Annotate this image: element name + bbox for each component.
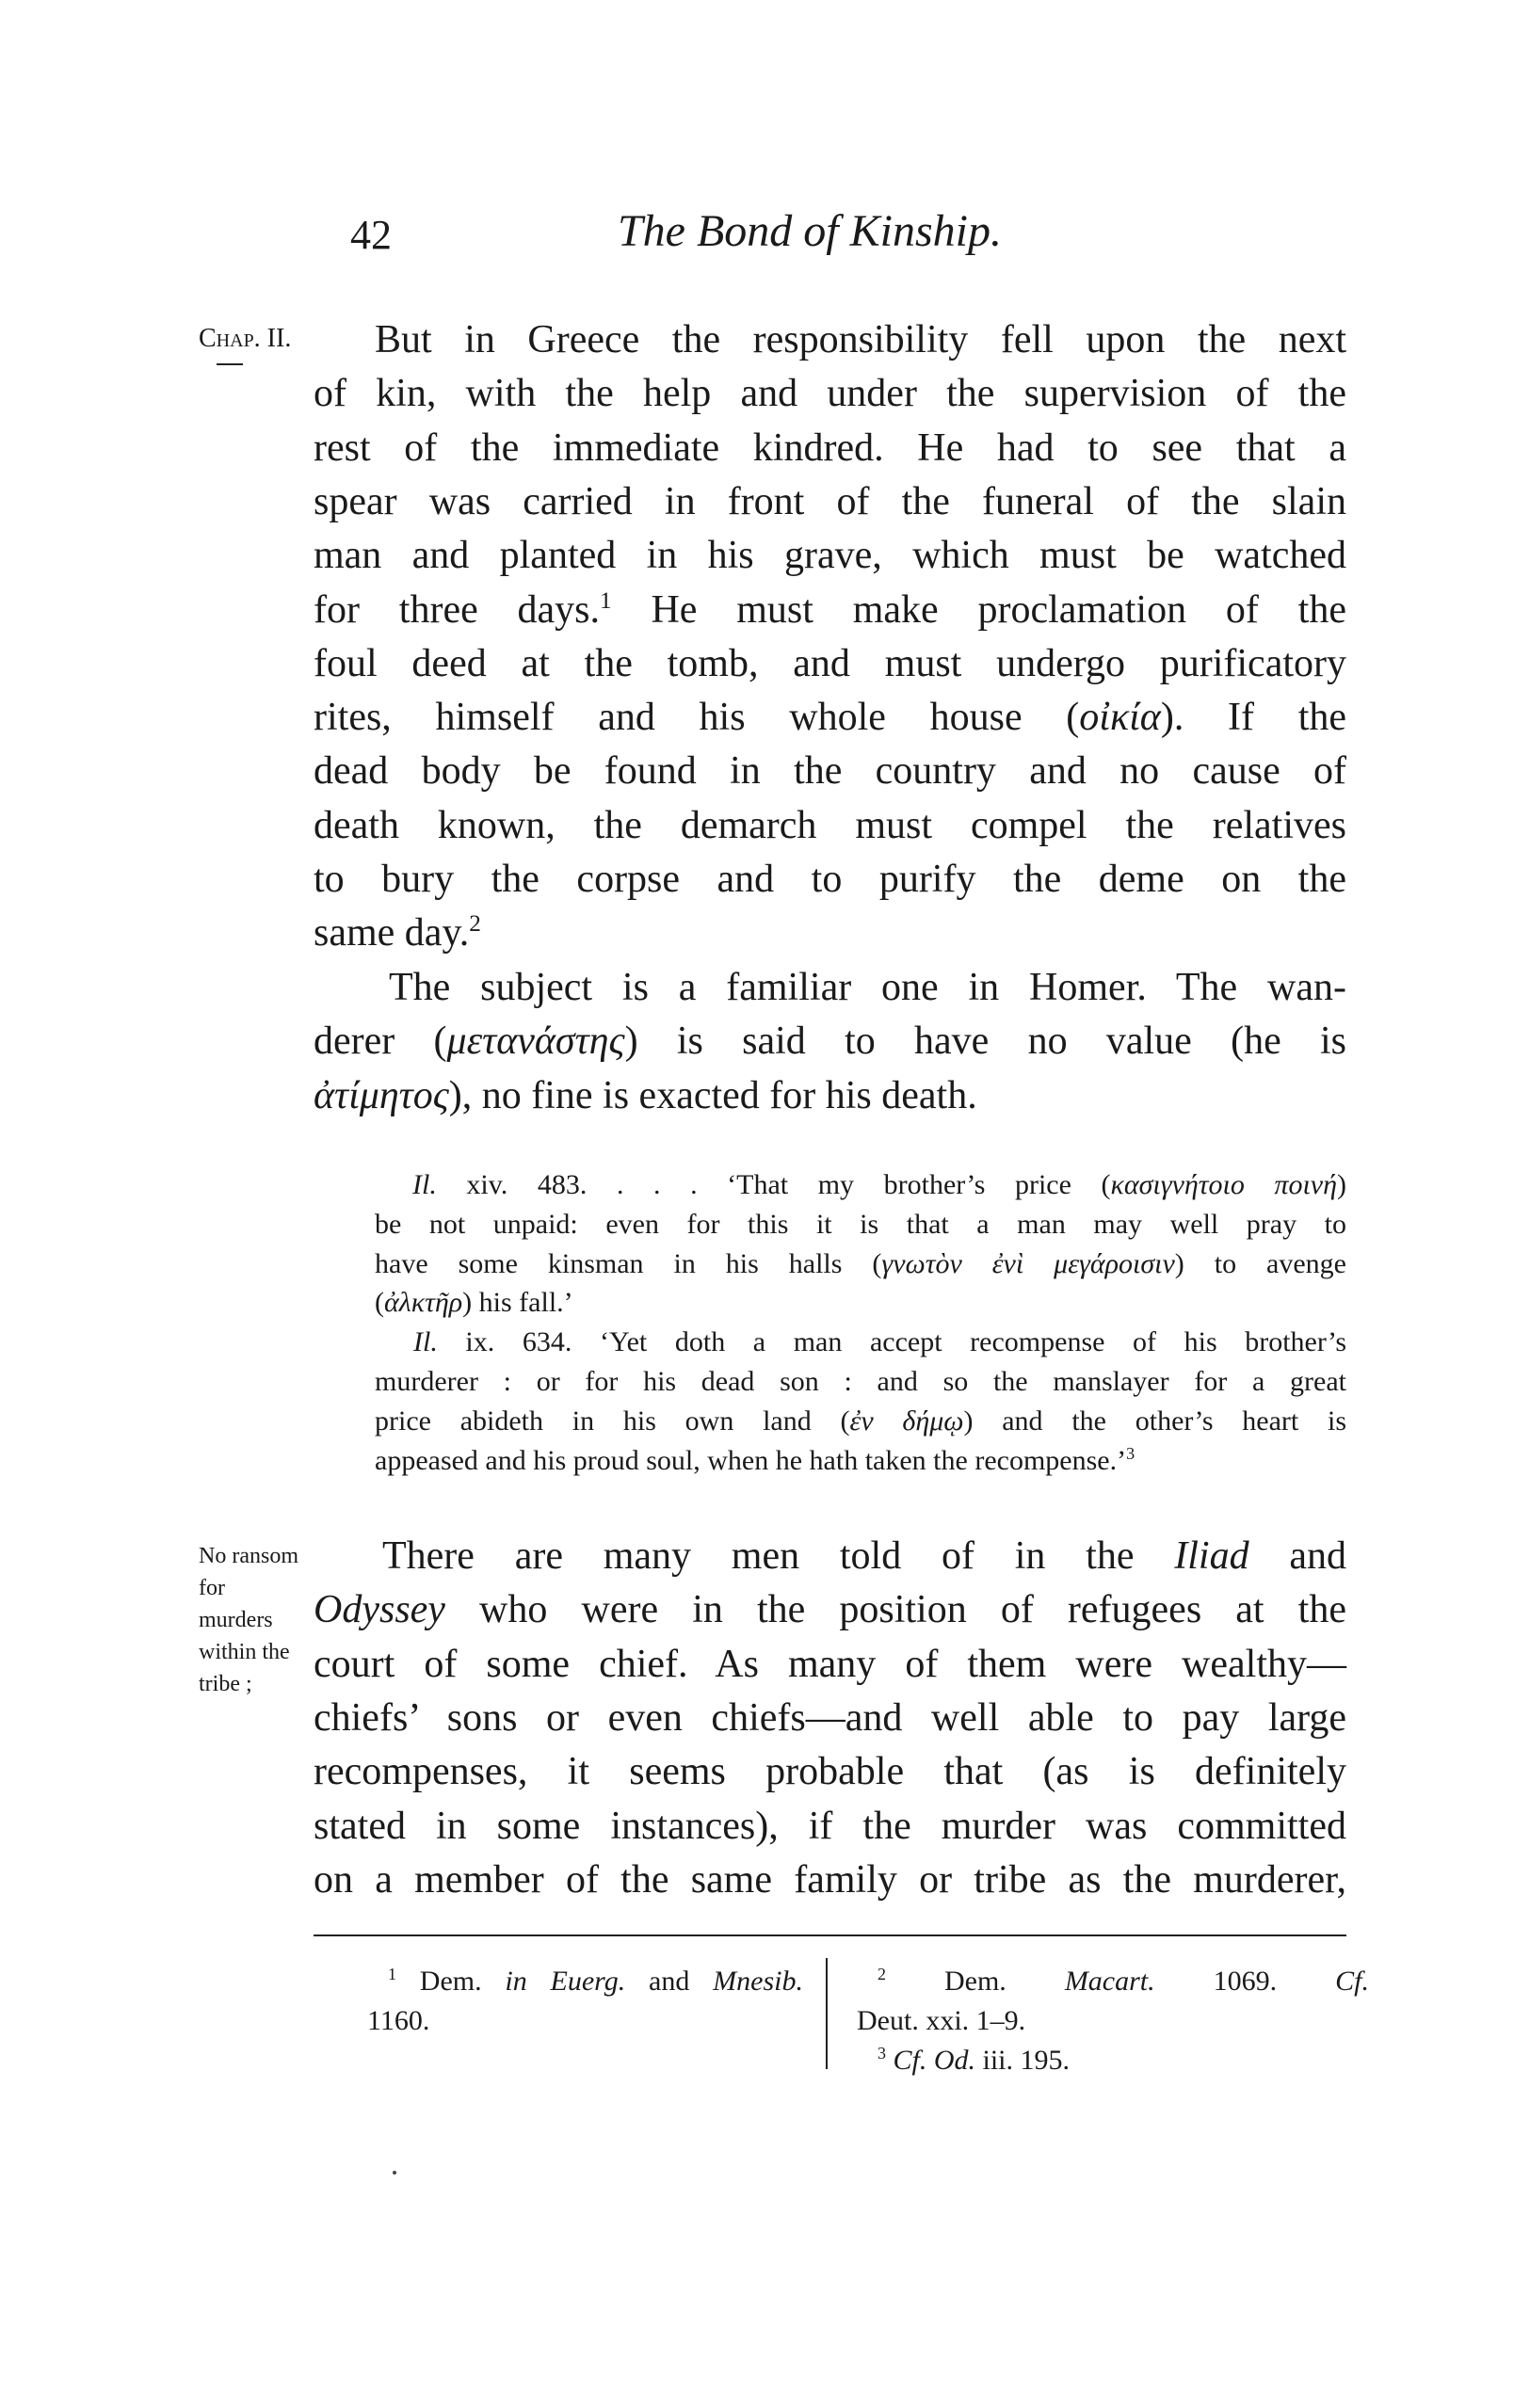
body-line	[314, 637, 1346, 691]
text: recompenses, it seems probable that (as is definitely	[314, 1750, 1346, 1794]
body-line	[314, 1015, 1346, 1068]
text: ). If the	[1160, 696, 1346, 740]
footnote-ref: 3	[878, 2044, 886, 2063]
text: be not unpaid: even for this it is that a man may well pray to	[375, 1208, 1346, 1240]
quote-line	[375, 1205, 1346, 1244]
ink-speck	[393, 2171, 396, 2175]
text: 1160.	[367, 2005, 430, 2036]
footnote-ref: 1	[388, 1965, 396, 1983]
body-line	[314, 1638, 1346, 1692]
text: Dem.	[396, 1966, 506, 1997]
text: derer (	[314, 1019, 447, 1064]
text: But in Greece the responsibility fell upon the next	[375, 318, 1346, 361]
body-line	[314, 475, 1346, 529]
body-line	[314, 1692, 1346, 1745]
footnote-line	[878, 1963, 1369, 2000]
chapter-marker: Chap. II.	[199, 324, 292, 353]
quote-line	[375, 1283, 1346, 1323]
body-line	[314, 691, 1346, 745]
body-line	[314, 1800, 1346, 1854]
body-line	[314, 1069, 1346, 1123]
footnote-rule	[314, 1934, 1346, 1936]
italic-text: Cf.	[1335, 1966, 1369, 1997]
text: rites, himself and his whole house (	[314, 696, 1080, 740]
italic-text: Il.	[413, 1326, 438, 1358]
italic-text: Odyssey	[314, 1588, 445, 1632]
text: man and planted in his grave, which must be watched	[314, 534, 1346, 578]
italic-text: Iliad	[1174, 1534, 1249, 1578]
footnote-ref: 2	[878, 1965, 886, 1983]
margin-note-line: murders	[199, 1608, 273, 1632]
text: )	[1337, 1169, 1346, 1200]
body-line	[314, 367, 1346, 421]
text: iii. 195.	[975, 2045, 1071, 2076]
body-line	[314, 584, 1346, 637]
footnote-line	[367, 2002, 803, 2040]
text: Dem.	[886, 1966, 1065, 1997]
text: He must make proclamation of the	[611, 587, 1346, 632]
margin-note-line: within the	[199, 1640, 290, 1664]
quote-line	[375, 1362, 1346, 1402]
text: ) his fall.’	[462, 1287, 573, 1319]
running-title: The Bond of Kinship.	[617, 206, 1003, 256]
quote-line	[413, 1323, 1346, 1362]
italic-text: Il.	[412, 1169, 437, 1200]
text: for three days.	[314, 587, 601, 632]
text: and	[1248, 1534, 1346, 1578]
quote-line	[412, 1165, 1346, 1205]
text: stated in some instances), if the murder was committed	[314, 1804, 1346, 1848]
text: 1069.	[1154, 1966, 1336, 1997]
italic-text: ἀλκτῆρ	[384, 1287, 463, 1319]
body-line	[314, 745, 1346, 798]
chapter-dash	[217, 363, 243, 365]
text: appeased and his proud soul, when he hath taken the recompense.’	[375, 1444, 1127, 1476]
text: ) to avenge	[1174, 1247, 1346, 1279]
margin-note-line: No ransom	[199, 1544, 298, 1568]
text: same day.	[314, 911, 470, 955]
italic-text: Cf. Od.	[893, 2045, 976, 2076]
text: court of some chief. As many of them were wealthy—	[314, 1642, 1346, 1686]
body-line	[314, 799, 1346, 853]
text: The subject is a familiar one in Homer. The wan-	[389, 966, 1346, 1009]
text: Deut. xxi. 1–9.	[857, 2005, 1026, 2036]
body-line	[314, 907, 1346, 960]
body-line	[382, 1530, 1346, 1583]
text: ) and the other’s heart is	[963, 1405, 1346, 1437]
text: death known, the demarch must compel the relatives	[314, 803, 1346, 847]
text: ), no fine is exacted for his death.	[448, 1073, 977, 1117]
body-line	[314, 1854, 1346, 1907]
footnote-line	[878, 2042, 1390, 2079]
text: ) is said to have no value (he is	[624, 1019, 1346, 1064]
text: chiefs’ sons or even chiefs—and well able to pay large	[314, 1695, 1346, 1740]
italic-text: γνωτὸν ἐνὶ μεγάροισιν	[881, 1247, 1175, 1279]
quote-line	[375, 1402, 1346, 1441]
italic-text: ἀτίμητος	[314, 1073, 449, 1117]
italic-text: οἰκία	[1079, 696, 1161, 740]
quote-line	[375, 1441, 1346, 1481]
text: of kin, with the help and under the supervision of the	[314, 372, 1346, 416]
page-number: 42	[350, 212, 392, 258]
footnote-ref: 3	[1126, 1443, 1135, 1463]
text: on a member of the same family or tribe as the murderer,	[314, 1857, 1346, 1902]
footnote-ref: 1	[600, 587, 612, 614]
text: have some kinsman in his halls (	[375, 1247, 882, 1279]
margin-note-line: tribe ;	[199, 1672, 252, 1696]
italic-text: Mnesib.	[713, 1966, 803, 1997]
body-line	[314, 422, 1346, 475]
text: (	[375, 1287, 384, 1319]
margin-note-line: for	[199, 1576, 225, 1600]
text: spear was carried in front of the funeral of the slain	[314, 479, 1346, 523]
italic-text: ἐν δήμῳ	[849, 1405, 964, 1437]
text	[886, 2045, 894, 2076]
italic-text: κασιγνήτοιο ποινή	[1110, 1169, 1337, 1200]
body-line	[314, 1583, 1346, 1637]
italic-text: μετανάστης	[446, 1019, 625, 1064]
footnote-line	[388, 1963, 803, 2000]
text: ix. 634. ‘Yet doth a man accept recompense of his brother’s	[437, 1326, 1346, 1358]
text: foul deed at the tomb, and must undergo purificatory	[314, 641, 1346, 685]
footnote-column-divider	[826, 1958, 828, 2069]
text: price abideth in his own land (	[375, 1405, 850, 1437]
text: rest of the immediate kindred. He had to see that a	[314, 425, 1346, 470]
footnote-ref: 2	[469, 911, 481, 938]
body-line	[314, 529, 1346, 583]
body-line	[375, 313, 1346, 367]
text: xiv. 483. . . . ‘That my brother’s price (	[436, 1169, 1111, 1200]
text: who were in the position of refugees at the	[444, 1588, 1346, 1632]
text: and	[625, 1966, 714, 1997]
text: dead body be found in the country and no cause of	[314, 749, 1346, 794]
body-line	[314, 853, 1346, 907]
text: There are many men told of in the	[382, 1534, 1175, 1578]
italic-text: Macart.	[1064, 1966, 1155, 1997]
italic-text: in Euerg.	[505, 1966, 626, 1997]
body-line	[389, 961, 1346, 1015]
footnote-line	[857, 2002, 1369, 2040]
body-line	[314, 1745, 1346, 1799]
quote-line	[375, 1244, 1346, 1284]
text: to bury the corpse and to purify the deme on the	[314, 858, 1346, 901]
text: murderer : or for his dead son : and so the manslayer for a great	[375, 1366, 1346, 1397]
